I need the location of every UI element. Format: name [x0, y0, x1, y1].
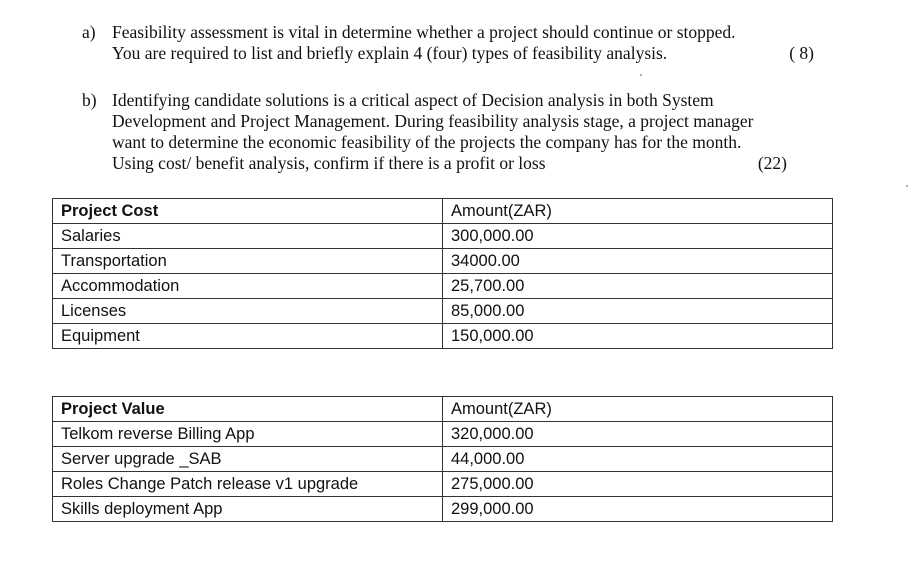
table-cell-item: Salaries — [53, 224, 443, 249]
table-cell-item: Roles Change Patch release v1 upgrade — [53, 472, 443, 497]
table-cell-item: Transportation — [53, 249, 443, 274]
table-cell-amount: 275,000.00 — [443, 472, 833, 497]
table-row — [53, 324, 833, 349]
table-header-cell: Project Value — [53, 397, 443, 422]
scan-speck — [906, 185, 908, 187]
table-cell-amount: 320,000.00 — [443, 422, 833, 447]
table-cell-item: Licenses — [53, 299, 443, 324]
question-a-text — [112, 22, 802, 64]
table-header-row — [53, 199, 833, 224]
question-a-line-1: Feasibility assessment is vital in determine whether a project should continue or stopped. — [112, 22, 736, 42]
question-a-marks: ( 8) — [789, 43, 814, 63]
table-cell-item: Equipment — [53, 324, 443, 349]
table-cell-amount: 299,000.00 — [443, 497, 833, 522]
question-b-line-4: Using cost/ benefit analysis, confirm if there is a profit or loss — [112, 153, 546, 173]
table-cell-amount: 44,000.00 — [443, 447, 833, 472]
table-cell-amount: 34000.00 — [443, 249, 833, 274]
table-row — [53, 422, 833, 447]
table-header-cell: Amount(ZAR) — [443, 397, 833, 422]
table-header-cell: Amount(ZAR) — [443, 199, 833, 224]
table-row — [53, 497, 833, 522]
table-header-row — [53, 397, 833, 422]
table-row — [53, 249, 833, 274]
scan-speck — [640, 74, 642, 76]
table-cell-item: Accommodation — [53, 274, 443, 299]
project-value-table — [52, 396, 833, 522]
question-b-marks: (22) — [757, 153, 787, 173]
table-cell-item: Skills deployment App — [53, 497, 443, 522]
question-a-letter: a) — [82, 22, 96, 42]
table-row — [53, 224, 833, 249]
table-cell-amount: 85,000.00 — [443, 299, 833, 324]
table-cell-amount: 25,700.00 — [443, 274, 833, 299]
table-row — [53, 299, 833, 324]
question-a-line-2: You are required to list and briefly explain 4 (four) types of feasibility analysis. — [112, 43, 668, 63]
project-cost-table — [52, 198, 833, 349]
table-row — [53, 274, 833, 299]
table-header-cell: Project Cost — [53, 199, 443, 224]
table-row — [53, 447, 833, 472]
table-cell-amount: 150,000.00 — [443, 324, 833, 349]
question-b-line-3: want to determine the economic feasibility of the projects the company has for the month. — [112, 132, 742, 152]
question-b-letter: b) — [82, 90, 97, 110]
question-b-line-2: Development and Project Management. During feasibility analysis stage, a project manager — [112, 111, 754, 131]
question-b-line-1: Identifying candidate solutions is a critical aspect of Decision analysis in both System — [112, 90, 714, 110]
table-cell-item: Telkom reverse Billing App — [53, 422, 443, 447]
table-cell-item: Server upgrade _SAB — [53, 447, 443, 472]
table-cell-amount: 300,000.00 — [443, 224, 833, 249]
table-row — [53, 472, 833, 497]
question-b-text — [112, 90, 842, 174]
